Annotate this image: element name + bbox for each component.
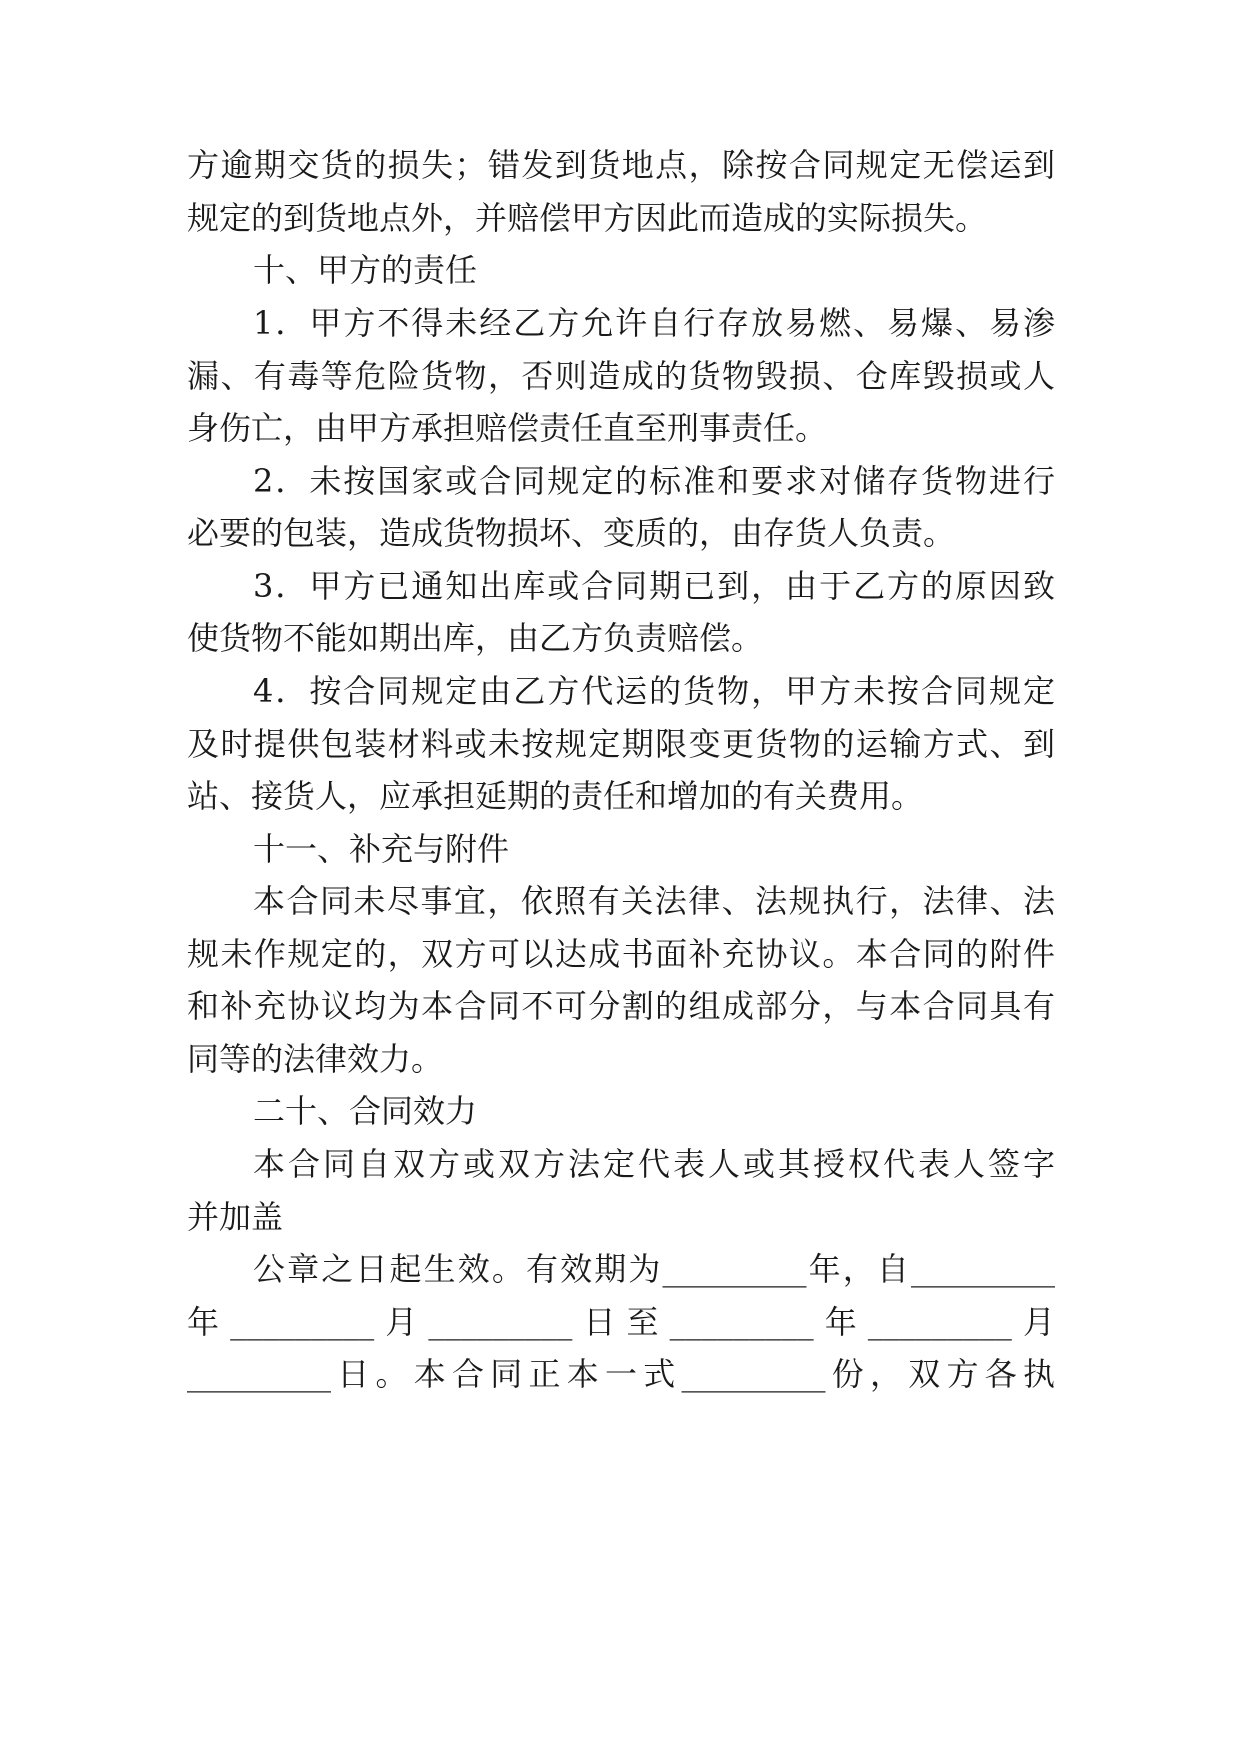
text-line: 规定的到货地点外，并赔偿甲方因此而造成的实际损失。 bbox=[187, 199, 988, 237]
text-line: 同等的法律效力。 bbox=[187, 1040, 444, 1078]
text-line: 身伤亡，由甲方承担赔偿责任直至刑事责任。 bbox=[187, 409, 828, 447]
text-line: 本合同未尽事宜，依照有关法律、法规执行，法律、法 bbox=[253, 882, 1055, 920]
text-line: 公章之日起生效。有效期为_________年，自_________ bbox=[253, 1250, 1055, 1288]
text-line: 并加盖 bbox=[187, 1198, 284, 1236]
text-line: 年_________月_________日至_________年_________月 bbox=[187, 1303, 1055, 1341]
text-line: 3．甲方已通知出库或合同期已到，由于乙方的原因致 bbox=[253, 567, 1055, 605]
text-line: 本合同自双方或双方法定代表人或其授权代表人签字 bbox=[253, 1145, 1055, 1183]
text-line: 规未作规定的，双方可以达成书面补充协议。本合同的附件 bbox=[187, 935, 1055, 973]
text-line: 漏、有毒等危险货物，否则造成的货物毁损、仓库毁损或人 bbox=[187, 357, 1055, 395]
text-line: 方逾期交货的损失；错发到货地点，除按合同规定无偿运到 bbox=[187, 146, 1055, 184]
text-line: 1．甲方不得未经乙方允许自行存放易燃、易爆、易渗 bbox=[253, 304, 1055, 342]
section-heading-party-a-duties: 十、甲方的责任 bbox=[253, 251, 478, 289]
section-heading-contract-effect: 二十、合同效力 bbox=[253, 1092, 478, 1130]
text-line: 和补充协议均为本合同不可分割的组成部分，与本合同具有 bbox=[187, 987, 1055, 1025]
text-line: 4．按合同规定由乙方代运的货物，甲方未按合同规定 bbox=[253, 672, 1055, 710]
text-line: 及时提供包装材料或未按规定期限变更货物的运输方式、到 bbox=[187, 725, 1055, 763]
text-line: 使货物不能如期出库，由乙方负责赔偿。 bbox=[187, 619, 764, 657]
text-line: _________日。本合同正本一式_________份，双方各执 bbox=[187, 1355, 1055, 1393]
section-heading-supplements: 十一、补充与附件 bbox=[253, 830, 510, 868]
text-line: 必要的包装，造成货物损坏、变质的，由存货人负责。 bbox=[187, 514, 956, 552]
text-line: 站、接货人，应承担延期的责任和增加的有关费用。 bbox=[187, 777, 924, 815]
text-line: 2．未按国家或合同规定的标准和要求对储存货物进行 bbox=[253, 462, 1055, 500]
